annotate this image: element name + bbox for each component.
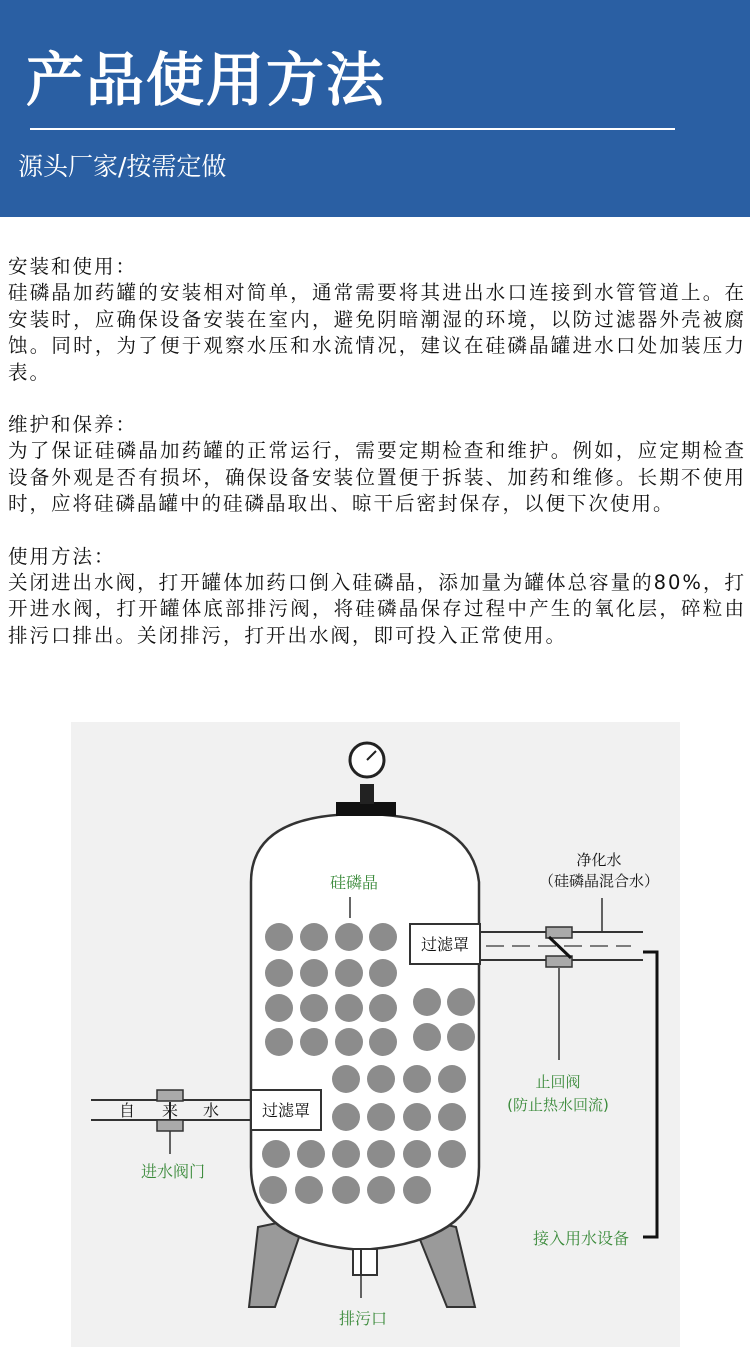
section-installation xyxy=(8,254,746,386)
section-body: 为了保证硅磷晶加药罐的正常运行，需要定期检查和维护。例如，应定期检查设备外观是否有损坏，确保设备安装位置便于拆装、加药和维修。长期不使用时，应将硅磷晶罐中的硅磷晶取出、晾干后密封保存，以便下次使用。 xyxy=(8,439,746,516)
section-heading: 使用方法： xyxy=(8,544,116,568)
label-inflow-1: 自 xyxy=(118,1101,136,1120)
label-inflow-3: 水 xyxy=(202,1101,220,1120)
section-body: 关闭进出水阀，打开罐体加药口倒入硅磷晶，添加量为罐体总容量的80%，打开进水阀，打开罐体底部排污阀，将硅磷晶保存过程中产生的氧化层，碎粒由排污口排出。关闭排污，打开出水阀，即可投入正常使用。 xyxy=(8,571,746,647)
section-usage xyxy=(8,544,746,650)
label-purified-note: （硅磷晶混合水） xyxy=(538,872,660,890)
article-content xyxy=(8,254,746,675)
label-filter-top: 过滤罩 xyxy=(420,935,470,954)
section-heading: 安装和使用： xyxy=(8,255,138,278)
tank-cap xyxy=(336,802,396,816)
page-title: 产品使用方法 xyxy=(26,46,387,114)
section-maintenance xyxy=(8,412,746,518)
label-purified: 净化水 xyxy=(576,851,622,869)
label-drain: 排污口 xyxy=(338,1309,388,1328)
label-check-valve: 止回阀 xyxy=(535,1073,581,1091)
tank-diagram-svg xyxy=(71,722,680,1347)
header-banner xyxy=(0,0,750,217)
page-subtitle: 源头厂家/按需定做 xyxy=(18,152,227,181)
label-check-valve-note: (防止热水回流) xyxy=(507,1096,609,1114)
label-connect-device: 接入用水设备 xyxy=(532,1229,630,1248)
label-inflow-2: 来 xyxy=(161,1101,179,1120)
label-inlet-valve: 进水阀门 xyxy=(140,1162,206,1181)
header-divider xyxy=(30,128,675,130)
check-valve-icon xyxy=(549,937,571,958)
section-heading: 维护和保养： xyxy=(8,413,138,437)
label-filter-left: 过滤罩 xyxy=(261,1101,311,1120)
tank-diagram xyxy=(71,722,680,1347)
section-body: 硅磷晶加药罐的安装相对简单，通常需要将其进出水口连接到水管管道上。在安装时，应确保设备安装在室内，避免阴暗潮湿的环境，以防过滤器外壳被腐蚀。同时，为了便于观察水压和水流情况，建议在硅磷晶罐进水口处加装压力表。 xyxy=(8,281,746,384)
connect-bracket xyxy=(643,952,657,1237)
label-crystal: 硅磷晶 xyxy=(329,873,379,892)
drain-pipe xyxy=(353,1249,377,1275)
gauge-stem xyxy=(360,784,374,804)
